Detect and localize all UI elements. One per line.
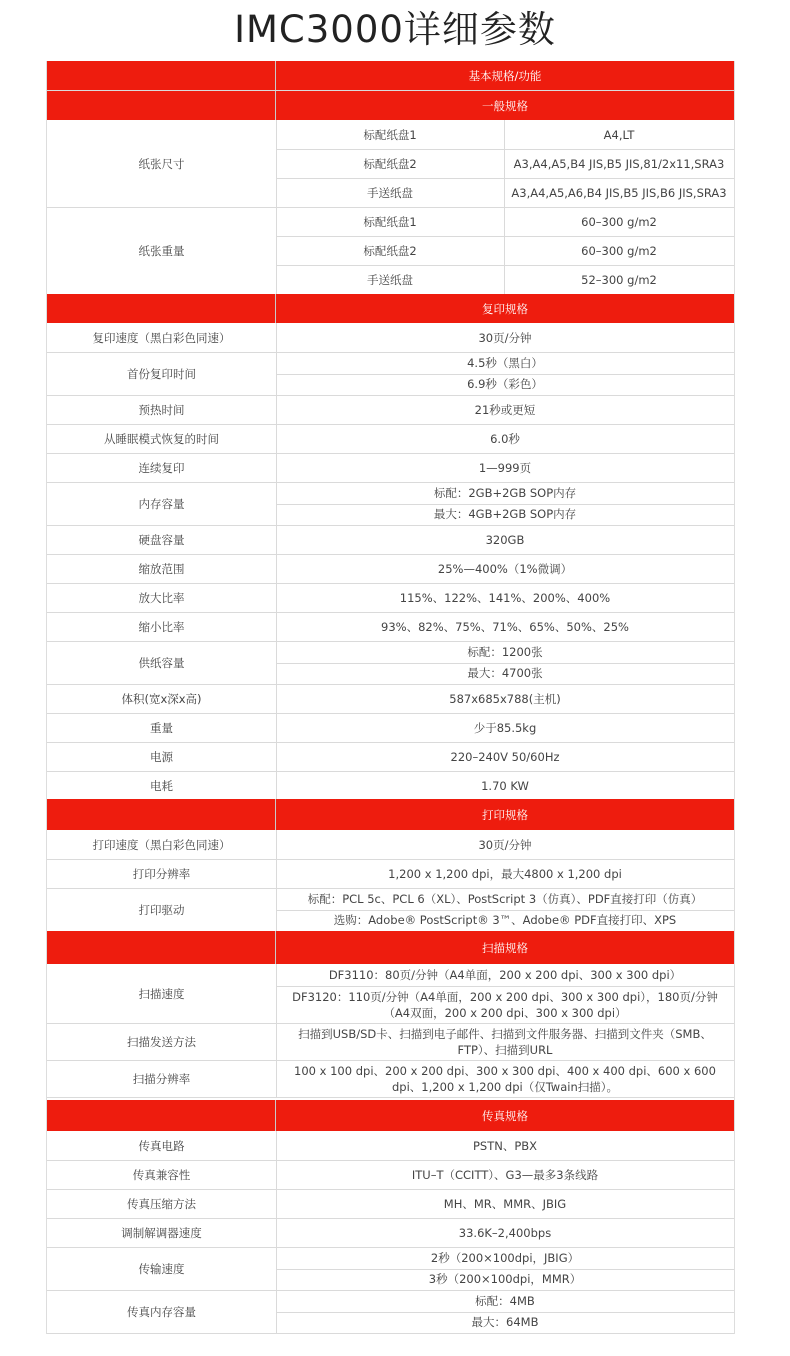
spec-value: 6.0秒 <box>490 431 520 446</box>
column-divider <box>276 453 277 482</box>
section-header-print <box>47 799 734 830</box>
spec-value: 21秒或更短 <box>474 402 536 417</box>
spec-label: 复印速度（黑白彩色同速） <box>92 330 231 345</box>
spec-value: MH、MR、MMR、JBIG <box>443 1196 567 1211</box>
column-divider <box>276 323 277 352</box>
spec-value: 30页/分钟 <box>478 330 532 345</box>
spec-label: 调制解调器速度 <box>121 1225 202 1240</box>
spec-label: 传真兼容性 <box>132 1167 191 1182</box>
spec-label: 体积(宽x深x高) <box>121 691 202 706</box>
spec-subname: 标配纸盘2 <box>363 156 417 171</box>
section-header-label: 打印规格 <box>482 807 528 822</box>
spec-value: A3,A4,A5,B4 JIS,B5 JIS,81/2x11,SRA3 <box>513 156 725 171</box>
column-divider <box>276 482 277 525</box>
row-divider <box>47 1097 734 1098</box>
column-divider <box>276 830 277 859</box>
spec-label: 内存容量 <box>138 496 185 511</box>
spec-value: 最大：4GB+2GB SOP内存 <box>433 507 577 522</box>
spec-label: 传真内存容量 <box>127 1304 196 1319</box>
column-divider <box>276 742 277 771</box>
spec-value: 标配：PCL 5c、PCL 6（XL）、PostScript 3（仿真）、PDF直接打印（仿真） <box>307 891 703 906</box>
column-divider <box>276 525 277 554</box>
column-divider <box>276 424 277 453</box>
spec-value: PSTN、PBX <box>472 1138 538 1153</box>
spec-label: 打印驱动 <box>138 902 185 917</box>
spec-value: 最大：64MB <box>471 1315 539 1330</box>
spec-value: 标配：4MB <box>475 1293 535 1308</box>
section-header-label: 传真规格 <box>482 1108 528 1123</box>
spec-value: 标配：2GB+2GB SOP内存 <box>433 485 577 500</box>
column-divider <box>276 1060 277 1097</box>
spec-value: 4.5秒（黑白） <box>467 355 543 370</box>
section-header-label: 复印规格 <box>482 301 528 316</box>
column-divider <box>276 1290 277 1333</box>
spec-label: 传真压缩方法 <box>127 1196 196 1211</box>
spec-label: 打印速度（黑白彩色同速） <box>92 837 231 852</box>
column-divider <box>276 1023 277 1060</box>
spec-value: 最大：4700张 <box>467 666 543 681</box>
spec-value: ITU–T（CCITT）、G3—最多3条线路 <box>411 1167 599 1182</box>
column-divider <box>276 207 277 294</box>
spec-value: 320GB <box>485 532 525 547</box>
column-divider <box>276 713 277 742</box>
column-divider <box>276 395 277 424</box>
spec-label: 缩小比率 <box>138 619 185 634</box>
section-header-fax <box>47 1100 734 1131</box>
column-divider <box>276 771 277 800</box>
spec-label: 连续复印 <box>138 460 185 475</box>
spec-label: 重量 <box>150 720 173 735</box>
column-divider <box>276 1247 277 1290</box>
spec-value: A3,A4,A5,A6,B4 JIS,B5 JIS,B6 JIS,SRA3 <box>511 185 727 200</box>
section-header-label: 扫描规格 <box>482 940 528 955</box>
spec-value: 6.9秒（彩色） <box>467 377 543 392</box>
row-divider <box>276 178 734 179</box>
row-divider <box>47 1333 734 1334</box>
column-divider <box>276 1131 277 1160</box>
column-divider <box>276 684 277 713</box>
spec-value: 93%、82%、75%、71%、65%、50%、25% <box>381 619 629 634</box>
spec-subname: 标配纸盘2 <box>363 243 417 258</box>
column-divider <box>276 859 277 888</box>
section-header-label: 一般规格 <box>482 98 528 113</box>
spec-value: 2秒（200×100dpi，JBIG） <box>430 1250 580 1265</box>
spec-subname: 标配纸盘1 <box>363 214 417 229</box>
column-divider <box>504 207 505 294</box>
spec-label: 传真电路 <box>138 1138 185 1153</box>
spec-table <box>46 61 735 1334</box>
spec-value: 52–300 g/m2 <box>581 272 657 287</box>
spec-label: 电源 <box>150 749 173 764</box>
spec-value: 1—999页 <box>478 460 532 475</box>
column-divider <box>276 964 277 1023</box>
spec-value: 25%—400%（1%微调） <box>437 561 573 576</box>
spec-label: 打印分辨率 <box>132 866 191 881</box>
page-title: IMC3000详细参数 <box>234 8 556 51</box>
column-divider <box>276 352 277 395</box>
spec-subname: 手送纸盘 <box>367 185 413 200</box>
spec-value: 115%、122%、141%、200%、400% <box>399 590 611 605</box>
spec-label: 从睡眠模式恢复的时间 <box>104 431 219 446</box>
column-divider <box>504 120 505 207</box>
spec-label: 预热时间 <box>138 402 185 417</box>
section-header-copy <box>47 294 734 323</box>
spec-label: 扫描速度 <box>138 986 185 1001</box>
section-header-basic <box>47 61 734 90</box>
spec-label: 缩放范围 <box>138 561 185 576</box>
spec-label: 传输速度 <box>138 1261 185 1276</box>
spec-label-paper-size: 纸张尺寸 <box>138 156 185 171</box>
spec-label-paper-weight: 纸张重量 <box>138 243 185 258</box>
spec-value: 220–240V 50/60Hz <box>450 749 560 764</box>
spec-value: 少于85.5kg <box>473 720 537 735</box>
spec-value: 33.6K–2,400bps <box>458 1225 552 1240</box>
row-divider <box>276 236 734 237</box>
spec-value: 587x685x788(主机) <box>449 691 561 706</box>
spec-value: 1.70 KW <box>481 778 529 793</box>
spec-value: 60–300 g/m2 <box>581 243 657 258</box>
spec-label: 扫描发送方法 <box>127 1034 196 1049</box>
spec-label: 硬盘容量 <box>138 532 185 547</box>
column-divider <box>276 120 277 207</box>
spec-value: 60–300 g/m2 <box>581 214 657 229</box>
spec-label: 首份复印时间 <box>127 366 196 381</box>
column-divider <box>276 1160 277 1189</box>
section-header-label: 基本规格/功能 <box>468 68 542 83</box>
spec-value: 100 x 100 dpi、200 x 200 dpi、300 x 300 dpi、400 x 400 dpi、600 x 600 dpi、1,200 x 1,200 dpi（仅Twain扫描）。 <box>294 1063 716 1094</box>
spec-value: 30页/分钟 <box>478 837 532 852</box>
column-divider <box>276 583 277 612</box>
column-divider <box>276 1189 277 1218</box>
spec-value: DF3110：80页/分钟（A4单面，200 x 200 dpi、300 x 300 dpi） <box>328 968 682 982</box>
spec-value: 标配：1200张 <box>467 644 543 659</box>
row-divider <box>276 265 734 266</box>
spec-value: A4,LT <box>603 127 635 142</box>
spec-value: 扫描到USB/SD卡、扫描到电子邮件、扫描到文件服务器、扫描到文件夹（SMB、FTP）、扫描到URL <box>298 1026 712 1057</box>
spec-value: DF3120：110页/分钟（A4单面，200 x 200 dpi、300 x 300 dpi），180页/分钟（A4双面，200 x 200 dpi、300 x 300 dpi） <box>292 989 718 1020</box>
spec-label: 电耗 <box>150 778 173 793</box>
spec-label: 放大比率 <box>138 590 185 605</box>
spec-value: 1,200 x 1,200 dpi，最大4800 x 1,200 dpi <box>388 866 622 881</box>
column-divider <box>276 1218 277 1247</box>
column-divider <box>276 888 277 931</box>
section-header-general <box>47 91 734 120</box>
spec-value: 选购：Adobe® PostScript® 3™、Adobe® PDF直接打印、XPS <box>333 913 677 928</box>
spec-value: 3秒（200×100dpi，MMR） <box>428 1272 582 1287</box>
column-divider <box>276 554 277 583</box>
spec-label: 供纸容量 <box>138 655 185 670</box>
section-header-scan <box>47 931 734 964</box>
row-divider <box>276 149 734 150</box>
column-divider <box>276 612 277 641</box>
spec-label: 扫描分辨率 <box>132 1071 191 1086</box>
spec-subname: 手送纸盘 <box>367 272 413 287</box>
spec-subname: 标配纸盘1 <box>363 127 417 142</box>
column-divider <box>276 641 277 684</box>
